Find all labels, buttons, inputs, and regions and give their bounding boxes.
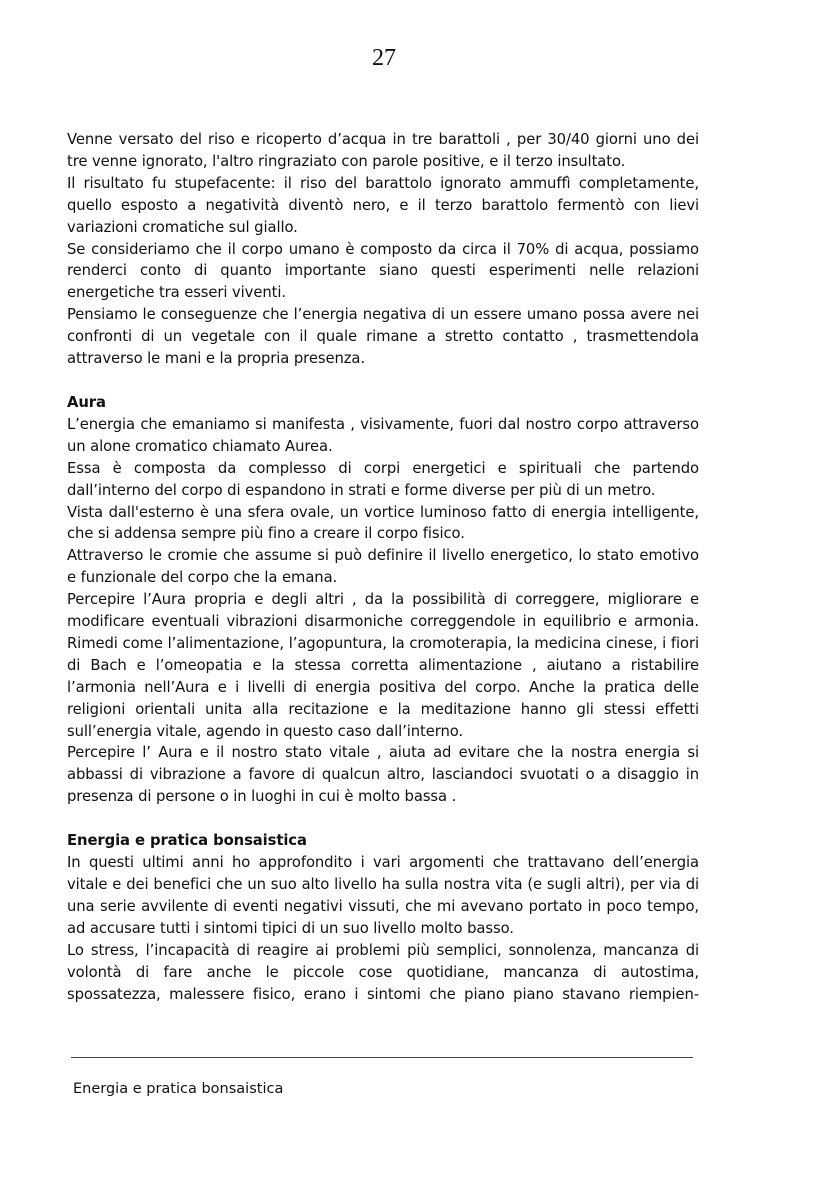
paragraph: Percepire l’Aura propria e degli altri , da la possibilità di correggere, migliorare e modificare eventuali vibrazioni disarmoniche correggendole in equilibrio e armonia. Rimedi come l’alimentazione, l’agopuntura, la cromoterapia, la medicina cinese, i fiori di Bach e l’omeopatia e la stessa corretta alimentazione , aiutano a ristabilire l’armonia nell’Aura e i livelli di energia positiva del corpo. Anche la pratica delle religioni orientali unita alla recitazione e la meditazione hanno gli stessi effetti sull’energia vitale, agendo in questo caso dall’interno. (67, 591, 699, 740)
paragraph: Percepire l’ Aura e il nostro stato vitale , aiuta ad evitare che la nostra energia si abbassi di vibrazione a favore di qualcun altro, lasciandoci svuotati o a disaggio in presenza di persone o in luoghi in cui è molto bassa . (67, 744, 699, 806)
section-heading-energia: Energia e pratica bonsaistica (67, 832, 307, 850)
section-heading-aura: Aura (67, 393, 106, 411)
paragraph: L’energia che emaniamo si manifesta , visivamente, fuori dal nostro corpo attraverso un alone cromatico chiamato Aurea. (67, 415, 699, 455)
paragraph: Pensiamo le conseguenze che l’energia negativa di un essere umano possa avere nei confronti di un vegetale con il quale rimane a stretto contatto , trasmettendola attraverso le mani e la propria presenza. (67, 306, 699, 368)
running-footer: Energia e pratica bonsaistica (73, 1081, 284, 1097)
paragraph: Essa è composta da complesso di corpi energetici e spirituali che partendo dall’interno del corpo di espandono in strati e forme diverse per più di un metro. (67, 459, 699, 499)
section-spacer (67, 808, 699, 830)
paragraph: In questi ultimi anni ho approfondito i vari argomenti che trattavano dell’energia vitale e dei benefici che un suo alto livello ha sulla nostra vita (e sugli altri), per via di una serie avvilente di eventi negativi vissuti, che mi avevano portato in poco tempo, ad accusare tutti i sintomi tipici di un suo livello molto basso. (67, 854, 699, 937)
paragraph: Venne versato del riso e ricoperto d’acqua in tre barattoli , per 30/40 giorni uno dei tre venne ignorato, l'altro ringraziato con parole positive, e il terzo insultato. (67, 131, 699, 170)
paragraph: Vista dall'esterno è una sfera ovale, un vortice luminoso fatto di energia intelligente, che si addensa sempre più fino a creare il corpo fisico. (67, 503, 699, 543)
footer-divider (71, 1057, 693, 1058)
paragraph: Il risultato fu stupefacente: il riso del barattolo ignorato ammuffì completamente, quello esposto a negatività diventò nero, e il terzo barattolo fermentò con lievi variazioni cromatiche sul giallo. (67, 174, 699, 236)
page-number: 27 (372, 45, 396, 71)
paragraph: Se consideriamo che il corpo umano è composto da circa il 70% di acqua, possiamo renderci conto di quanto importante siano questi esperimenti nelle relazioni energetiche tra esseri viventi. (67, 240, 699, 302)
paragraph: Attraverso le cromie che assume si può definire il livello energetico, lo stato emotivo e funzionale del corpo che la emana. (67, 547, 699, 587)
paragraph: Lo stress, l’incapacità di reagire ai problemi più semplici, sonnolenza, mancanza di volontà di fare anche le piccole cose quotidiane, mancanza di autostima, spossatezza, malessere fisico, erano i sintomi che piano piano stavano riempien- (67, 941, 699, 1003)
section-spacer (67, 370, 699, 392)
page-body (67, 129, 699, 1005)
